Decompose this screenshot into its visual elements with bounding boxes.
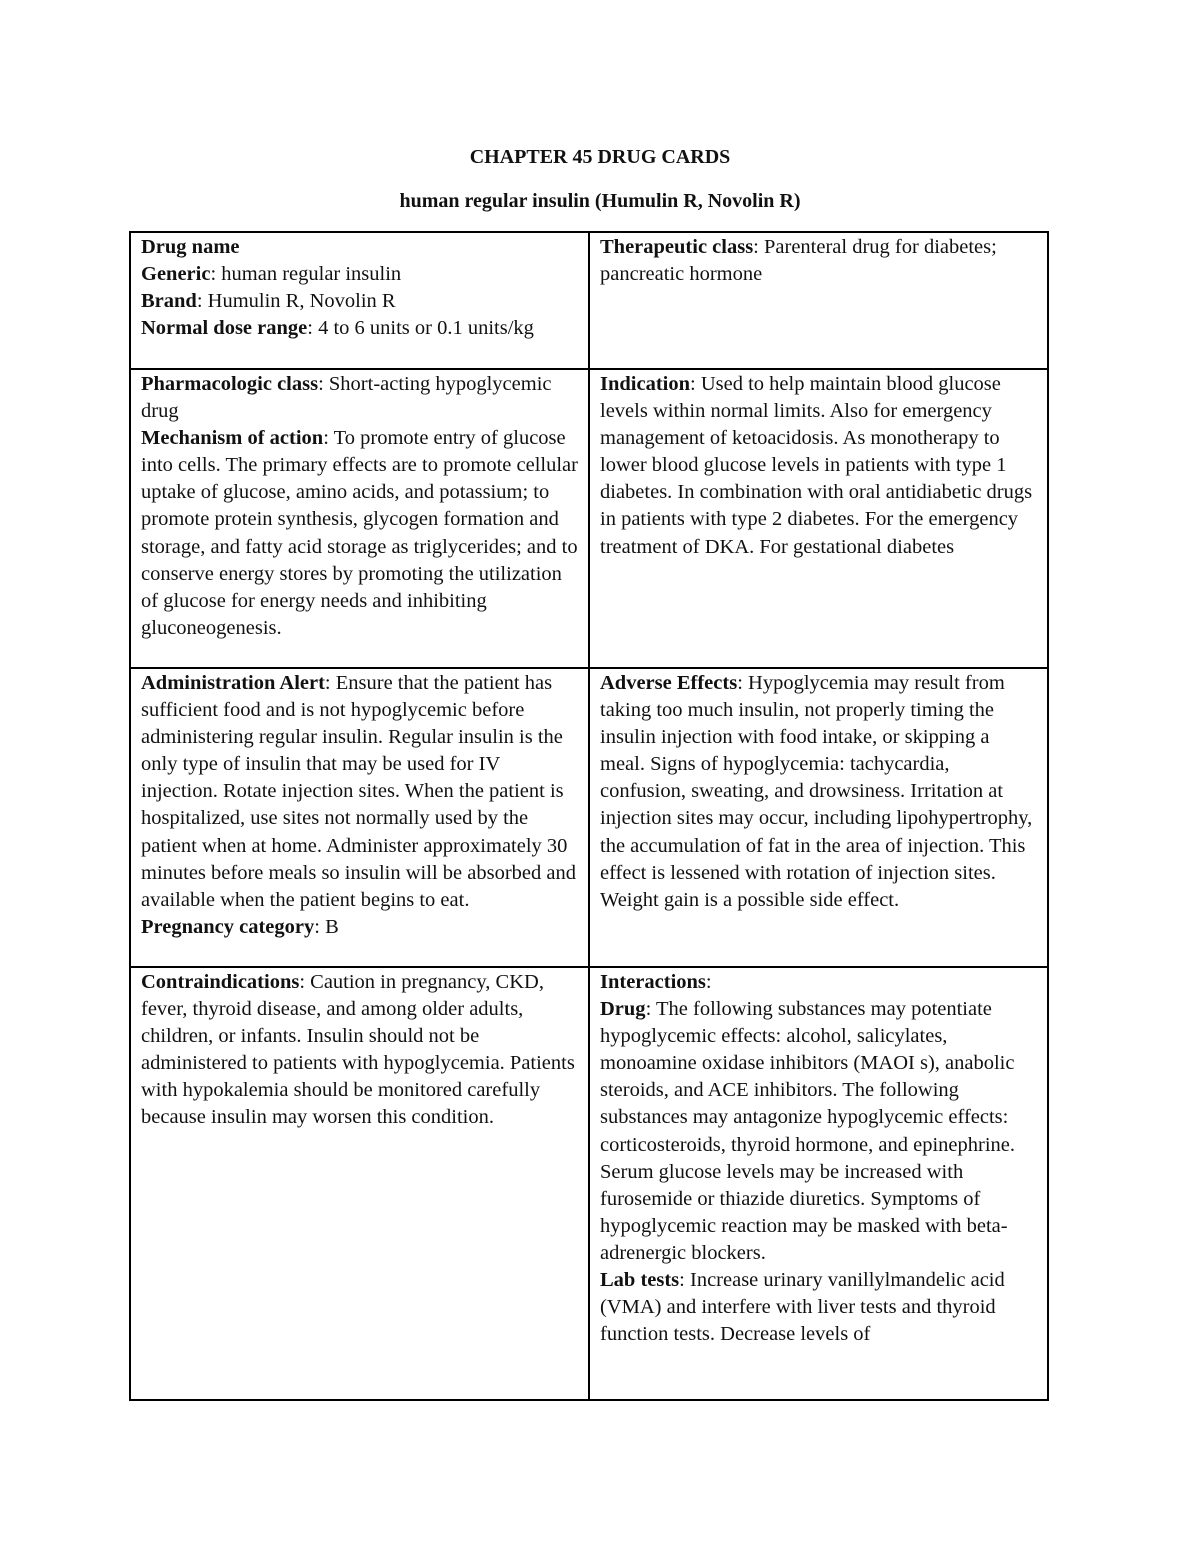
drug-subtitle: human regular insulin (Humulin R, Novolin R): [399, 190, 801, 212]
lab-tests-line: [600, 1267, 1037, 1348]
indication-cell: [589, 369, 1048, 668]
therapeutic-class-label: Therapeutic class: [600, 236, 754, 258]
dose-value: : 4 to 6 units or 0.1 units/kg: [307, 317, 534, 340]
administration-line: [141, 670, 578, 914]
pharmacologic-line: [141, 371, 578, 425]
pregnancy-label: Pregnancy category: [141, 915, 315, 938]
brand-value: : Humulin R, Novolin R: [196, 290, 396, 313]
table-row: [130, 369, 1048, 668]
document-title: CHAPTER 45 DRUG CARDS: [469, 146, 731, 168]
drug-card-table: [129, 231, 1049, 1401]
contraindications-label: Contraindications: [141, 971, 300, 993]
interactions-cell: [589, 967, 1048, 1400]
generic-label: Generic: [141, 263, 211, 286]
adverse-effects-label: Adverse Effects: [600, 672, 738, 694]
therapeutic-class-cell: [589, 232, 1048, 369]
interactions-heading-line: [600, 969, 1037, 996]
contraindications-value: : Caution in pregnancy, CKD, fever, thyroid disease, and among older adults, children, or infants. Insulin should not be administered to patients with hypoglycemia. Patients with hypokalemia should be monitored carefully because insulin may worsen this condition.: [141, 971, 575, 1129]
adverse-effects-value: : Hypoglycemia may result from taking too much insulin, not properly timing the insulin injection with food intake, or skipping a meal. Signs of hypoglycemia: tachycardia, confusion, sweating, and drowsiness. Irritation at injection sites may occur, including lipohypertrophy, the accumulation of fat in the area of injection. This effect is lessened with rotation of injection sites. Weight gain is a possible side effect.: [600, 672, 1033, 911]
lab-tests-value: : Increase urinary vanillylmandelic acid (VMA) and interfere with liver tests and thyroid function tests. Decrease levels of: [600, 1269, 1005, 1346]
generic-value: : human regular insulin: [210, 263, 402, 286]
drug-interactions-value: : The following substances may potentiate hypoglycemic effects: alcohol, salicylates, monoamine oxidase inhibitors (MAOI s), anabolic steroids, and ACE inhibitors. The following substances may antagonize hypoglycemic effects: corticosteroids, thyroid hormone, and epinephrine. Serum glucose levels may be increased with furosemide or thiazide diuretics. Symptoms of hypoglycemic reaction may be masked with beta-adrenergic blockers.: [600, 998, 1016, 1264]
mechanism-label: Mechanism of action: [141, 427, 324, 450]
pregnancy-value: : B: [314, 915, 339, 938]
administration-cell: [130, 668, 589, 967]
table-row: [130, 967, 1048, 1400]
adverse-effects-cell: [589, 668, 1048, 967]
mechanism-line: [141, 425, 578, 642]
administration-label: Administration Alert: [141, 672, 325, 694]
dose-label: Normal dose range: [141, 317, 308, 340]
drug-name-cell: [130, 232, 589, 369]
interactions-colon: :: [705, 971, 712, 993]
contraindications-cell: [130, 967, 589, 1400]
pharmacologic-class-value: : Short-acting hypoglycemic drug: [141, 373, 552, 423]
brand-label: Brand: [141, 290, 197, 313]
dose-line: [141, 315, 578, 342]
table-row: [130, 232, 1048, 369]
indication-label: Indication: [600, 373, 690, 395]
generic-line: [141, 261, 578, 288]
interactions-label: Interactions: [600, 971, 706, 993]
pharmacologic-class-label: Pharmacologic class: [141, 373, 319, 395]
mechanism-value: : To promote entry of glucose into cells. The primary effects are to promote cellular uptake of glucose, amino acids, and potassium; to promote protein synthesis, glycogen formation and storage, and fatty acid storage as triglycerides; and to conserve energy stores by promoting the utilization of glucose for energy needs and inhibiting gluconeogenesis.: [141, 427, 578, 639]
pregnancy-line: [141, 914, 578, 941]
administration-value: : Ensure that the patient has sufficient food and is not hypoglycemic before administering regular insulin. Regular insulin is the only type of insulin that may be used for IV injection. Rotate injection sites. When the patient is hospitalized, use sites not normally used by the patient when at home. Administer approximately 30 minutes before meals so insulin will be absorbed and available when the patient begins to eat.: [141, 672, 576, 911]
therapeutic-class-value: : Parenteral drug for diabetes; pancreatic hormone: [600, 236, 997, 286]
table-row: [130, 668, 1048, 967]
drug-name-heading: Drug name: [141, 236, 240, 258]
drug-interactions-line: [600, 996, 1037, 1267]
drug-interactions-label: Drug: [600, 998, 646, 1021]
pharmacologic-class-cell: [130, 369, 589, 668]
indication-value: : Used to help maintain blood glucose levels within normal limits. Also for emergency management of ketoacidosis. As monotherapy to lower blood glucose levels in patients with type 1 diabetes. In combination with oral antidiabetic drugs in patients with type 2 diabetes. For the emergency treatment of DKA. For gestational diabetes: [600, 373, 1033, 558]
brand-line: [141, 288, 578, 315]
lab-tests-label: Lab tests: [600, 1269, 680, 1292]
